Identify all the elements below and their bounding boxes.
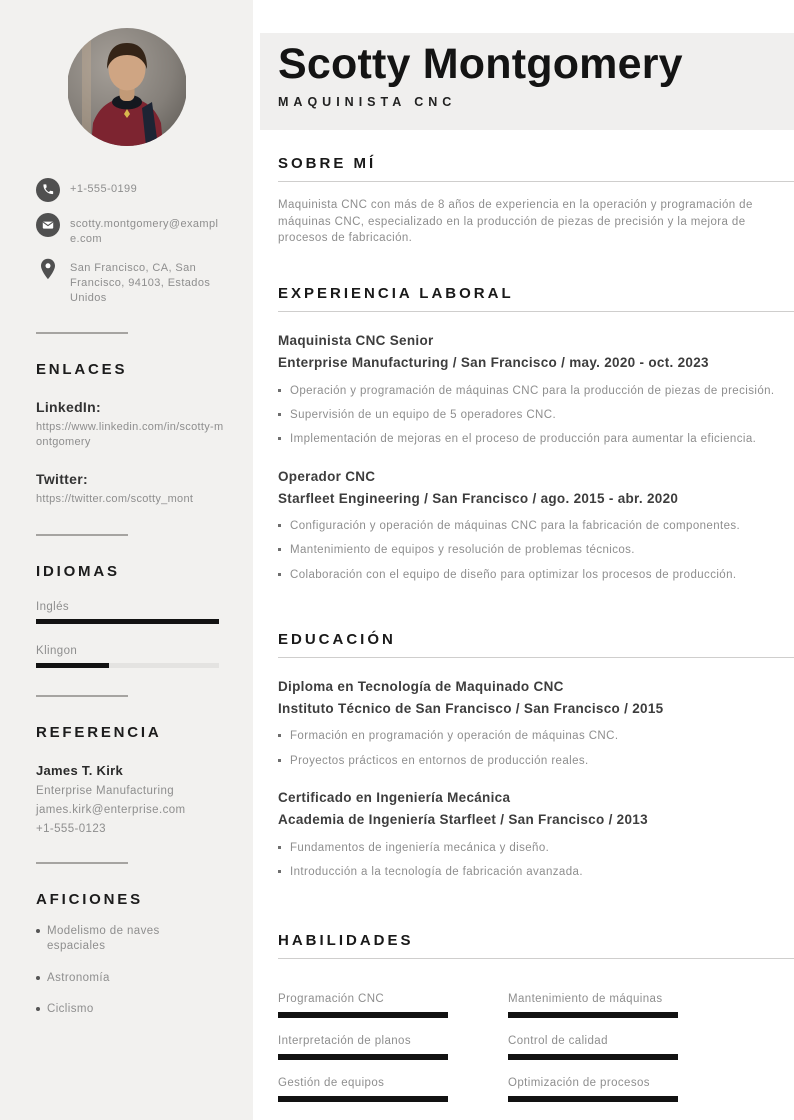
job-bullets — [278, 383, 794, 448]
bullet-item — [278, 407, 794, 423]
language-name: Klingon — [36, 644, 78, 657]
skill-level-fill — [508, 1096, 678, 1102]
address-value: San Francisco, CA, San Francisco, 94103, Estados Unidos — [70, 262, 211, 304]
hobby-item — [36, 1002, 227, 1018]
language-level-bar — [36, 663, 219, 668]
square-bullet-icon — [278, 870, 281, 873]
bullet-text: Introducción a la tecnología de fabricación avanzada. — [290, 865, 583, 878]
education-entry — [278, 677, 794, 769]
bullet-item — [278, 840, 794, 856]
header-banner — [260, 33, 794, 130]
languages-section — [0, 601, 253, 668]
language-level-bar — [36, 619, 219, 624]
round-bullet-icon — [36, 976, 40, 980]
bullet-text: Formación en programación y operación de máquinas CNC. — [290, 730, 619, 743]
profile-photo-illustration — [67, 28, 187, 146]
experience-title: EXPERIENCIA LABORAL — [278, 285, 514, 303]
skill-name: Optimización de procesos — [508, 1077, 650, 1090]
skill-item — [278, 1019, 448, 1060]
reference-company: Enterprise Manufacturing — [36, 784, 175, 797]
phone-icon — [36, 178, 60, 202]
bullet-text: Colaboración con el equipo de diseño para optimizar los procesos de producción. — [290, 568, 737, 581]
reference-phone: +1-555-0123 — [36, 822, 106, 835]
skill-level-fill — [508, 1054, 678, 1060]
round-bullet-icon — [36, 1007, 40, 1011]
person-name: Scotty Montgomery — [278, 40, 683, 88]
skill-item — [508, 977, 678, 1018]
hobby-item — [36, 924, 227, 955]
language-item — [36, 645, 227, 668]
skill-level-fill — [508, 1012, 678, 1018]
bullet-item — [278, 383, 794, 399]
contact-section — [0, 178, 253, 305]
languages-section-title: IDIOMAS — [36, 562, 120, 580]
link-twitter — [36, 471, 227, 507]
link-label: Twitter: — [36, 470, 88, 487]
degree-bullets — [278, 840, 794, 881]
degree-title: Diploma en Tecnología de Maquinado CNC — [278, 678, 564, 694]
education-entry — [278, 788, 794, 880]
square-bullet-icon — [278, 846, 281, 849]
section-rule — [278, 311, 794, 312]
experience-entry — [278, 467, 794, 583]
square-bullet-icon — [278, 573, 281, 576]
email-value: scotty.montgomery@example.com — [70, 218, 219, 245]
skill-name: Gestión de equipos — [278, 1077, 385, 1090]
skill-level-fill — [278, 1054, 448, 1060]
link-label: LinkedIn: — [36, 399, 101, 416]
about-text: Maquinista CNC con más de 8 años de experiencia en la operación y programación de máquinas CNC, especializado en la producción de piezas de precisión y la mejora de procesos de fabricación. — [278, 199, 753, 245]
bullet-item — [278, 542, 794, 558]
education-section — [278, 631, 794, 880]
hobbies-section — [0, 924, 253, 1018]
about-title: SOBRE MÍ — [278, 155, 377, 172]
sidebar-divider — [36, 534, 128, 536]
bullet-text: Implementación de mejoras en el proceso de producción para aumentar la eficiencia. — [290, 433, 757, 446]
link-url[interactable]: https://twitter.com/scotty_mont — [36, 492, 194, 505]
bullet-text: Fundamentos de ingeniería mecánica y diseño. — [290, 841, 550, 854]
phone-value: +1-555-0199 — [70, 183, 138, 195]
bullet-text: Supervisión de un equipo de 5 operadores CNC. — [290, 408, 557, 421]
bullet-text: Mantenimiento de equipos y resolución de problemas técnicos. — [290, 544, 635, 557]
link-linkedin — [36, 399, 227, 450]
reference-section — [0, 763, 253, 835]
reference-section-title: REFERENCIA — [36, 723, 162, 741]
square-bullet-icon — [278, 524, 281, 527]
reference-email: james.kirk@enterprise.com — [36, 803, 186, 816]
sidebar-divider — [36, 332, 128, 334]
bullet-item — [278, 864, 794, 880]
person-role: MAQUINISTA CNC — [278, 95, 457, 110]
job-bullets — [278, 518, 794, 583]
experience-entry — [278, 331, 794, 447]
contact-phone — [36, 178, 227, 202]
skill-name: Mantenimiento de máquinas — [508, 993, 663, 1006]
bullet-text: Operación y programación de máquinas CNC para la producción de piezas de precisión. — [290, 384, 775, 397]
bullet-item — [278, 728, 794, 744]
square-bullet-icon — [278, 389, 281, 392]
experience-section — [278, 285, 794, 583]
round-bullet-icon — [36, 929, 40, 933]
degree-meta: Instituto Técnico de San Francisco / San Francisco / 2015 — [278, 701, 664, 717]
bullet-text: Configuración y operación de máquinas CNC para la fabricación de componentes. — [290, 520, 741, 532]
reference-name: James T. Kirk — [36, 762, 124, 778]
hobby-item — [36, 971, 227, 987]
bullet-text: Proyectos prácticos en entornos de producción reales. — [290, 754, 589, 767]
language-level-fill — [36, 619, 219, 624]
skill-level-bar — [508, 1096, 678, 1102]
link-url[interactable]: https://www.linkedin.com/in/scotty-montgomery — [36, 421, 224, 448]
square-bullet-icon — [278, 437, 281, 440]
contact-email — [36, 213, 227, 246]
language-item — [36, 601, 227, 624]
sidebar-divider — [36, 862, 128, 864]
about-section — [278, 155, 794, 247]
sidebar — [0, 0, 253, 1120]
language-level-fill — [36, 663, 109, 668]
location-pin-icon — [36, 257, 60, 281]
sidebar-divider — [36, 695, 128, 697]
degree-bullets — [278, 728, 794, 769]
square-bullet-icon — [278, 734, 281, 737]
section-rule — [278, 657, 794, 658]
mail-icon — [36, 213, 60, 237]
bullet-item — [278, 753, 794, 769]
skill-level-fill — [278, 1096, 448, 1102]
skill-item — [278, 977, 448, 1018]
skill-level-bar — [278, 1096, 448, 1102]
skill-level-bar — [508, 1054, 678, 1060]
degree-meta: Academia de Ingeniería Starfleet / San Francisco / 2013 — [278, 812, 648, 828]
degree-title: Certificado en Ingeniería Mecánica — [278, 790, 511, 806]
contact-address — [36, 257, 227, 305]
skill-name: Interpretación de planos — [278, 1035, 411, 1048]
job-meta: Starfleet Engineering / San Francisco / ago. 2015 - abr. 2020 — [278, 490, 679, 506]
skill-item — [508, 1019, 678, 1060]
skill-level-bar — [278, 1012, 448, 1018]
square-bullet-icon — [278, 413, 281, 416]
job-meta: Enterprise Manufacturing / San Francisco / may. 2020 - oct. 2023 — [278, 355, 709, 371]
job-title: Maquinista CNC Senior — [278, 333, 434, 349]
skills-title: HABILIDADES — [278, 932, 414, 950]
job-title: Operador CNC — [278, 468, 376, 484]
education-title: EDUCACIÓN — [278, 630, 396, 648]
links-section — [0, 399, 253, 507]
language-name: Inglés — [36, 600, 70, 613]
hobbies-section-title: AFICIONES — [36, 890, 143, 908]
skill-item — [278, 1061, 448, 1102]
profile-photo — [67, 28, 187, 146]
bullet-item — [278, 431, 794, 447]
main-sections — [260, 130, 794, 1103]
skill-level-bar — [278, 1054, 448, 1060]
skills-section — [278, 932, 794, 1103]
section-rule — [278, 181, 794, 182]
hobby-text: Ciclismo — [47, 1003, 94, 1016]
main-content — [260, 0, 794, 1120]
links-section-title: ENLACES — [36, 361, 128, 379]
square-bullet-icon — [278, 759, 281, 762]
skill-name: Control de calidad — [508, 1035, 608, 1048]
hobby-text: Modelismo de naves espaciales — [47, 924, 160, 953]
skills-grid — [278, 977, 794, 1103]
skill-level-bar — [508, 1012, 678, 1018]
bullet-item — [278, 567, 794, 583]
skill-level-fill — [278, 1012, 448, 1018]
square-bullet-icon — [278, 548, 281, 551]
hobby-text: Astronomía — [47, 971, 110, 984]
skill-name: Programación CNC — [278, 993, 385, 1006]
skill-item — [508, 1061, 678, 1102]
bullet-item — [278, 518, 794, 534]
section-rule — [278, 958, 794, 959]
